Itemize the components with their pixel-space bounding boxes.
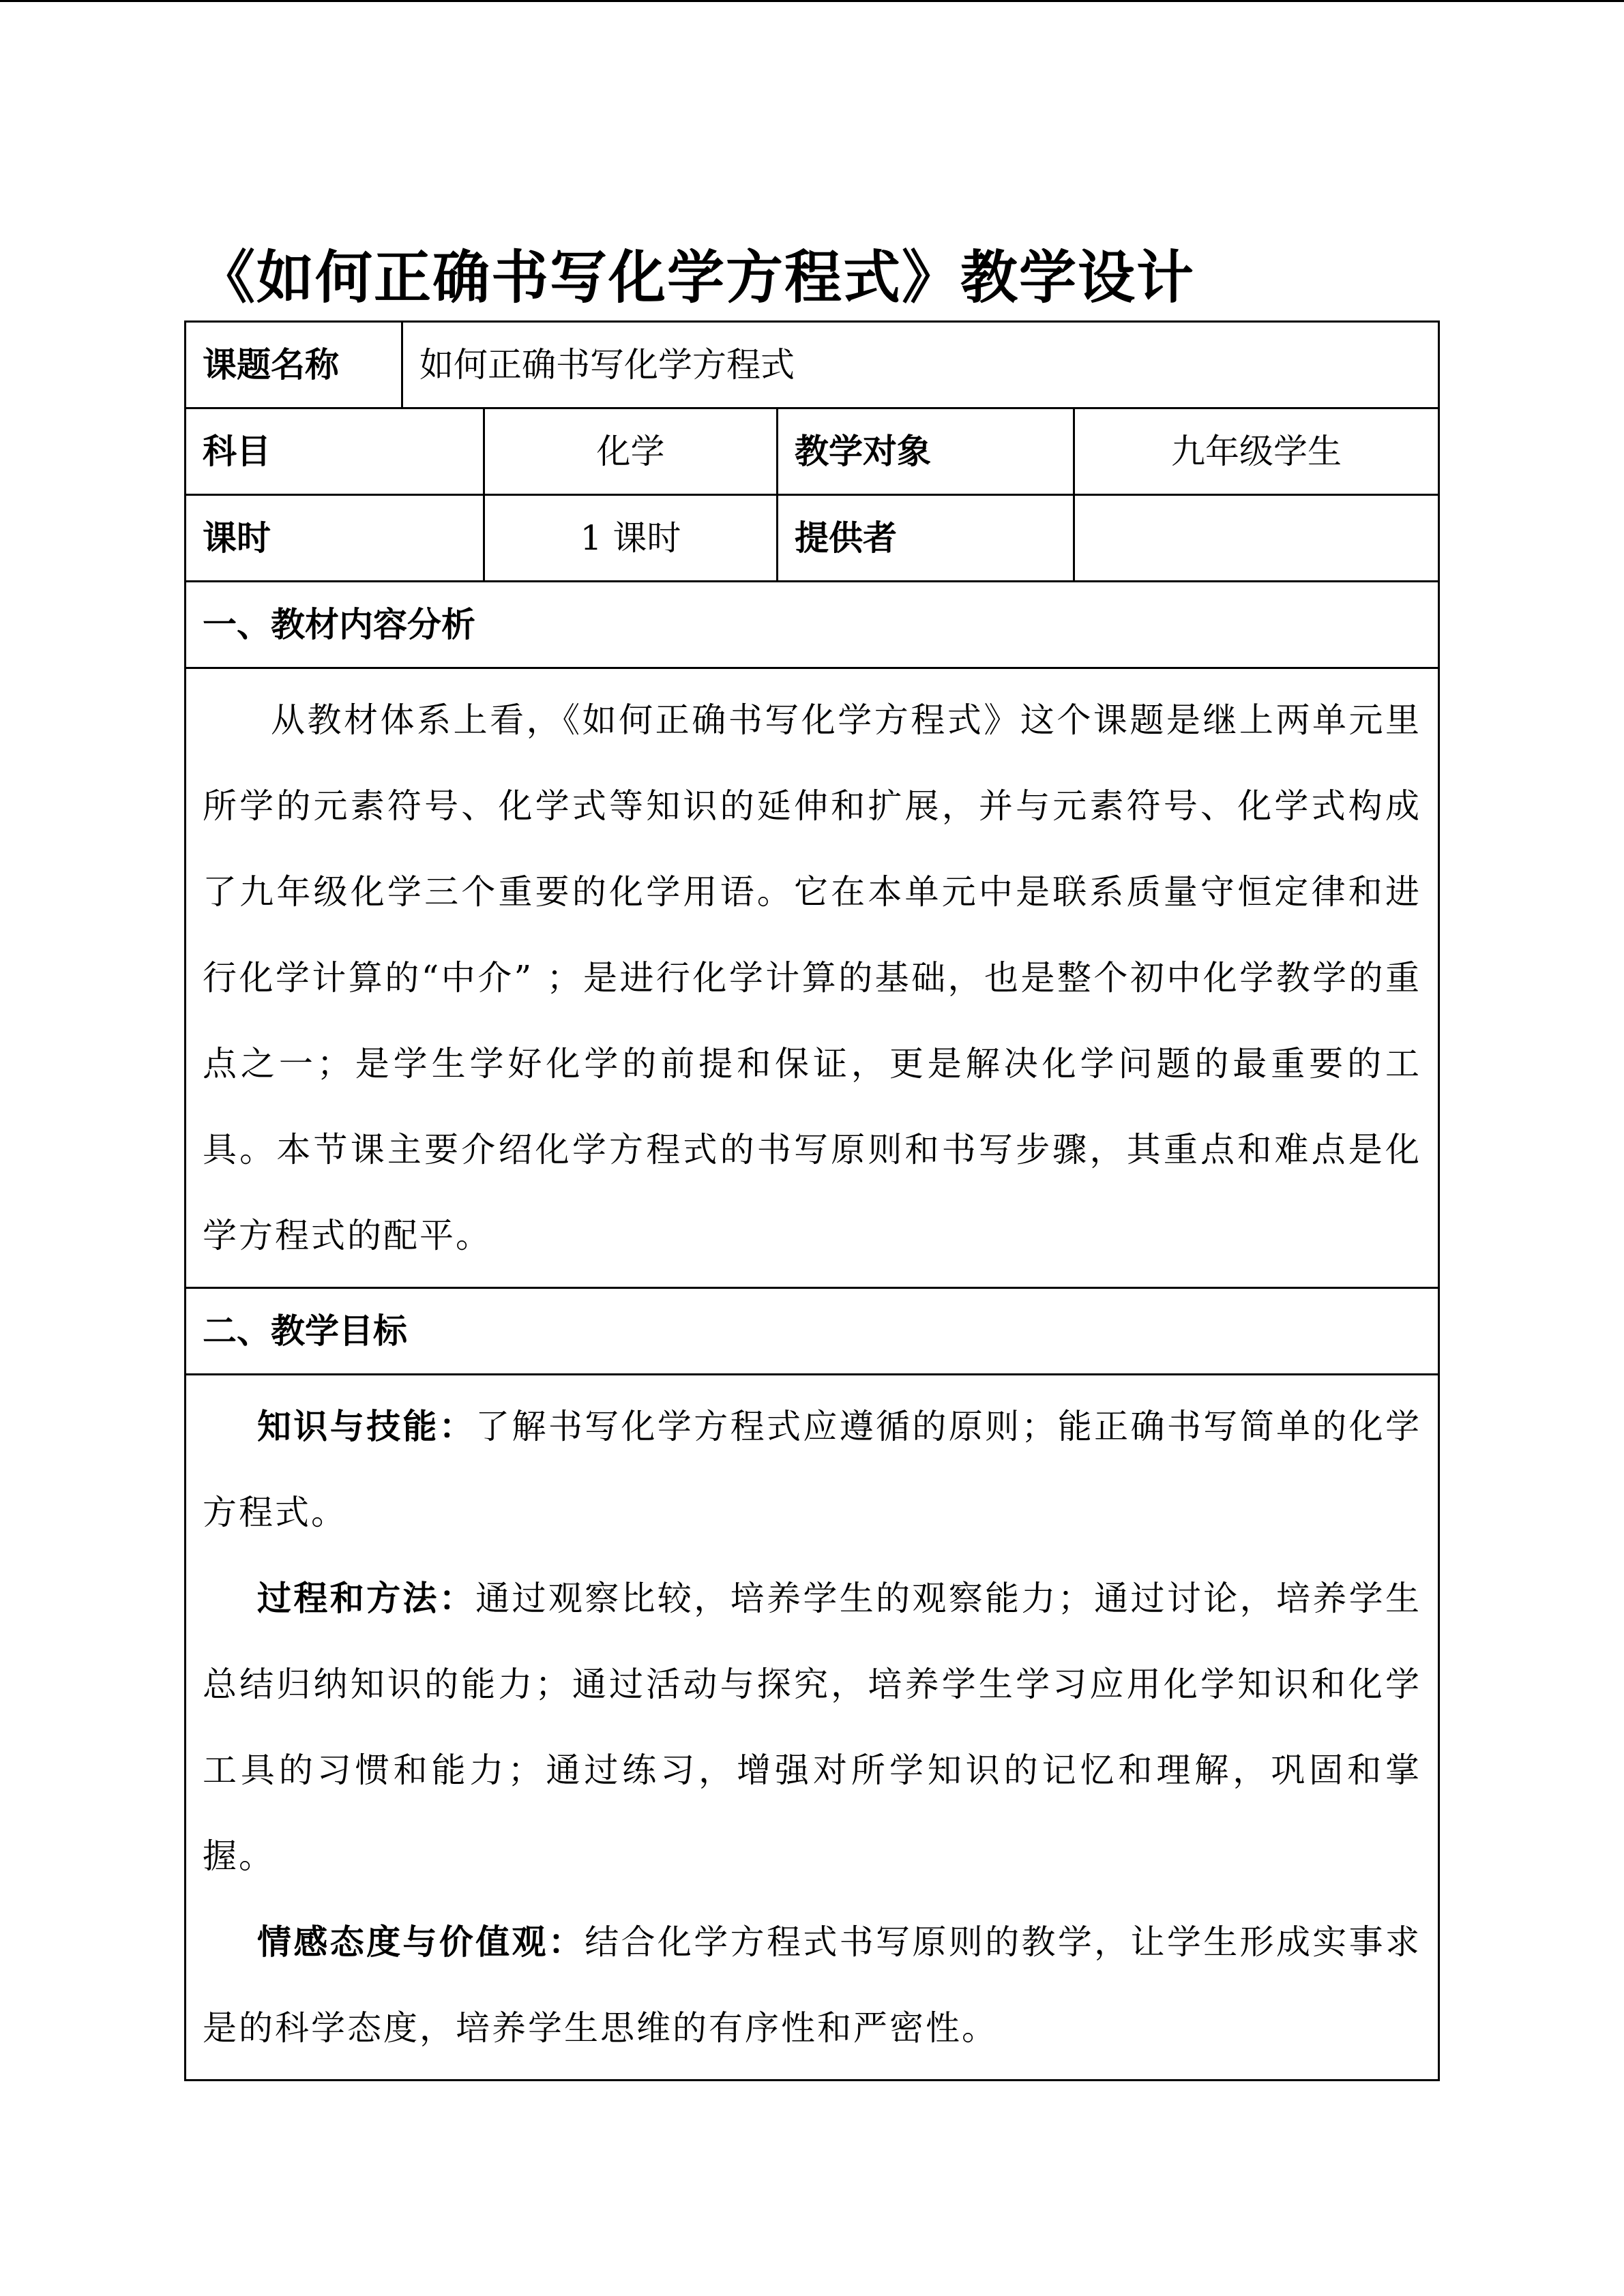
goal-process-text: 通过观察比较，培养学生的观察能力；通过讨论，培养学生总结归纳知识的能力；通过活动与探究，培养学生学习应用化学知识和化学工具的习惯和能力；通过练习，增强对所学知识的记忆和理解，巩固和掌握。 [203,1579,1422,1876]
audience-value: 九年级学生 [1074,408,1439,495]
goal-attitude-text: 结合化学方程式书写原则的教学，让学生形成实事求是的科学态度，培养学生思维的有序性和严密性。 [203,1922,1422,2048]
page-top-border [0,0,1624,2]
provider-value [1074,495,1439,582]
lesson-design-table [184,320,1440,2081]
audience-label: 教学对象 [778,408,1074,495]
document-title: 《如何正确书写化学方程式》教学设计 [198,243,1196,311]
section1-heading-row [186,582,1439,668]
goal-attitude-lead: 情感态度与价值观： [257,1922,585,1962]
section1-paragraph: 从教材体系上看，《如何正确书写化学方程式》这个课题是继上两单元里所学的元素符号、化学式等知识的延伸和扩展，并与元素符号、化学式构成了九年级化学三个重要的化学用语。它在本单元中是联系质量守恒定律和进行化学计算的“中介” ；是进行化学计算的基础，也是整个初中化学教学的重点之一；是学生学好化学的前提和保证，更是解决化学问题的最重要的工具。本节课主要介绍化学方程式的书写原则和书写步骤，其重点和难点是化学方程式的配平。 [203,700,1421,1255]
section1-content [186,668,1439,1288]
section2-heading: 二、教学目标 [186,1288,1439,1375]
topic-value: 如何正确书写化学方程式 [402,322,1439,408]
section2-content [186,1375,1439,2081]
section1-heading: 一、教材内容分析 [186,582,1439,668]
goal-knowledge-text: 了解书写化学方程式应遵循的原则；能正确书写简单的化学方程式。 [203,1407,1422,1532]
goal-attitude [203,1899,1421,2071]
topic-row [186,322,1439,408]
goal-process [203,1555,1421,1899]
subject-value: 化学 [484,408,778,495]
section1-content-row [186,668,1439,1288]
hours-row [186,495,1439,582]
provider-label: 提供者 [778,495,1074,582]
hours-label: 课时 [186,495,484,582]
section2-heading-row [186,1288,1439,1375]
subject-row [186,408,1439,495]
goal-process-lead: 过程和方法： [257,1578,476,1618]
section2-content-row [186,1375,1439,2081]
subject-label: 科目 [186,408,484,495]
goal-knowledge-lead: 知识与技能： [257,1406,476,1446]
hours-value: 1 课时 [484,495,778,582]
topic-label: 课题名称 [186,322,402,408]
goal-knowledge [203,1384,1421,1555]
